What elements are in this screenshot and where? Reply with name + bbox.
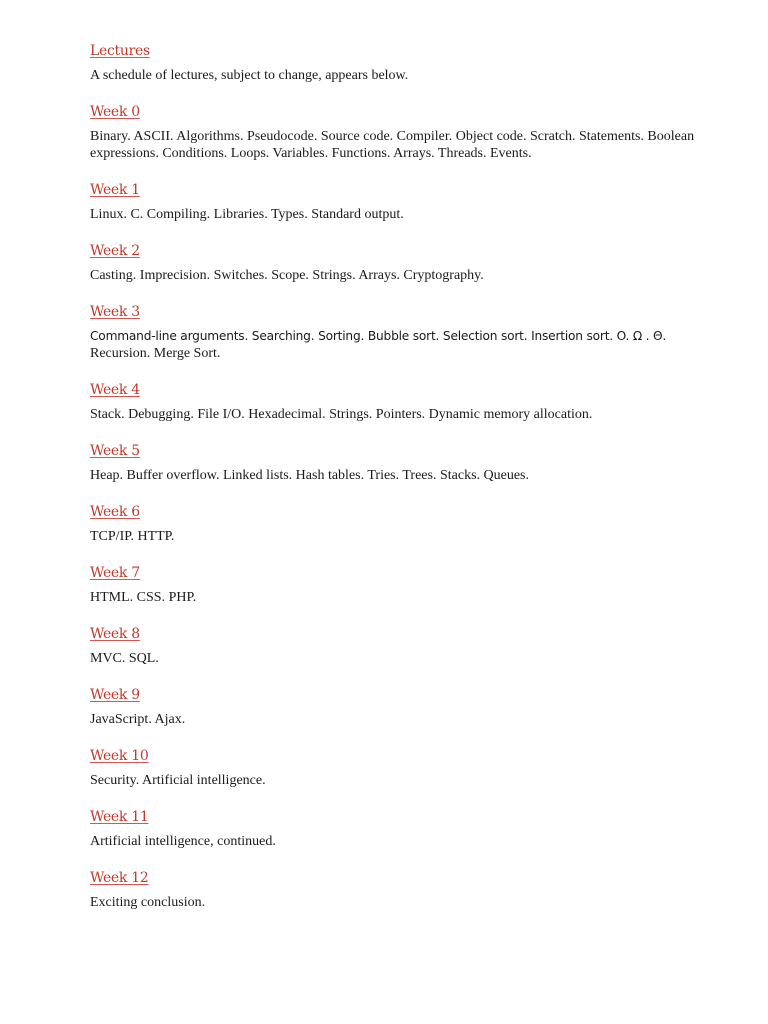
week-7-link[interactable]: Week 7 <box>90 565 140 581</box>
week-9-description: JavaScript. Ajax. <box>90 712 186 727</box>
week-9-link[interactable]: Week 9 <box>90 687 140 703</box>
week-4-description: Stack. Debugging. File I/O. Hexadecimal. Strings. Pointers. Dynamic memory allocation. <box>90 407 593 422</box>
week-section-7 <box>90 564 730 606</box>
week-12-link[interactable]: Week 12 <box>90 870 149 886</box>
week-section-3 <box>90 303 730 362</box>
week-7-description: HTML. CSS. PHP. <box>90 590 197 605</box>
week-0-description: Binary. ASCII. Algorithms. Pseudocode. Source code. Compiler. Object code. Scratch. Statements. Boolean expressions. Conditions. Loops. Variables. Functions. Arrays. Threads. Events. <box>90 129 695 161</box>
week-6-description: TCP/IP. HTTP. <box>90 529 175 544</box>
week-1-description: Linux. C. Compiling. Libraries. Types. Standard output. <box>90 207 404 222</box>
week-section-5 <box>90 442 730 484</box>
week-section-11 <box>90 808 730 850</box>
week-2-link[interactable]: Week 2 <box>90 243 140 259</box>
week-section-12 <box>90 869 730 911</box>
week-10-link[interactable]: Week 10 <box>90 748 149 764</box>
week-0-link[interactable]: Week 0 <box>90 104 140 120</box>
intro-text: A schedule of lectures, subject to change, appears below. <box>90 68 409 83</box>
week-5-link[interactable]: Week 5 <box>90 443 140 459</box>
week-section-2 <box>90 242 730 284</box>
week-section-4 <box>90 381 730 423</box>
lectures-title-link[interactable]: Lectures <box>90 43 150 59</box>
lectures-page <box>90 42 730 911</box>
week-8-description: MVC. SQL. <box>90 651 159 666</box>
week-2-description: Casting. Imprecision. Switches. Scope. Strings. Arrays. Cryptography. <box>90 268 484 283</box>
week-10-description: Security. Artificial intelligence. <box>90 773 266 788</box>
week-3-description-line2: Recursion. Merge Sort. <box>90 346 221 361</box>
week-5-description: Heap. Buffer overflow. Linked lists. Hash tables. Tries. Trees. Stacks. Queues. <box>90 468 530 483</box>
week-8-link[interactable]: Week 8 <box>90 626 140 642</box>
week-6-link[interactable]: Week 6 <box>90 504 140 520</box>
week-section-9 <box>90 686 730 728</box>
week-3-link[interactable]: Week 3 <box>90 304 140 320</box>
week-section-10 <box>90 747 730 789</box>
week-1-link[interactable]: Week 1 <box>90 182 140 198</box>
week-3-description <box>90 328 730 362</box>
week-4-link[interactable]: Week 4 <box>90 382 140 398</box>
week-section-1 <box>90 181 730 223</box>
week-section-6 <box>90 503 730 545</box>
week-11-link[interactable]: Week 11 <box>90 809 149 825</box>
week-section-0 <box>90 103 730 162</box>
week-12-description: Exciting conclusion. <box>90 895 206 910</box>
week-section-8 <box>90 625 730 667</box>
week-11-description: Artificial intelligence, continued. <box>90 834 276 849</box>
week-3-description-line1: Command-line arguments. Searching. Sorting. Bubble sort. Selection sort. Insertion sort. O. Ω . Θ. <box>90 329 667 343</box>
